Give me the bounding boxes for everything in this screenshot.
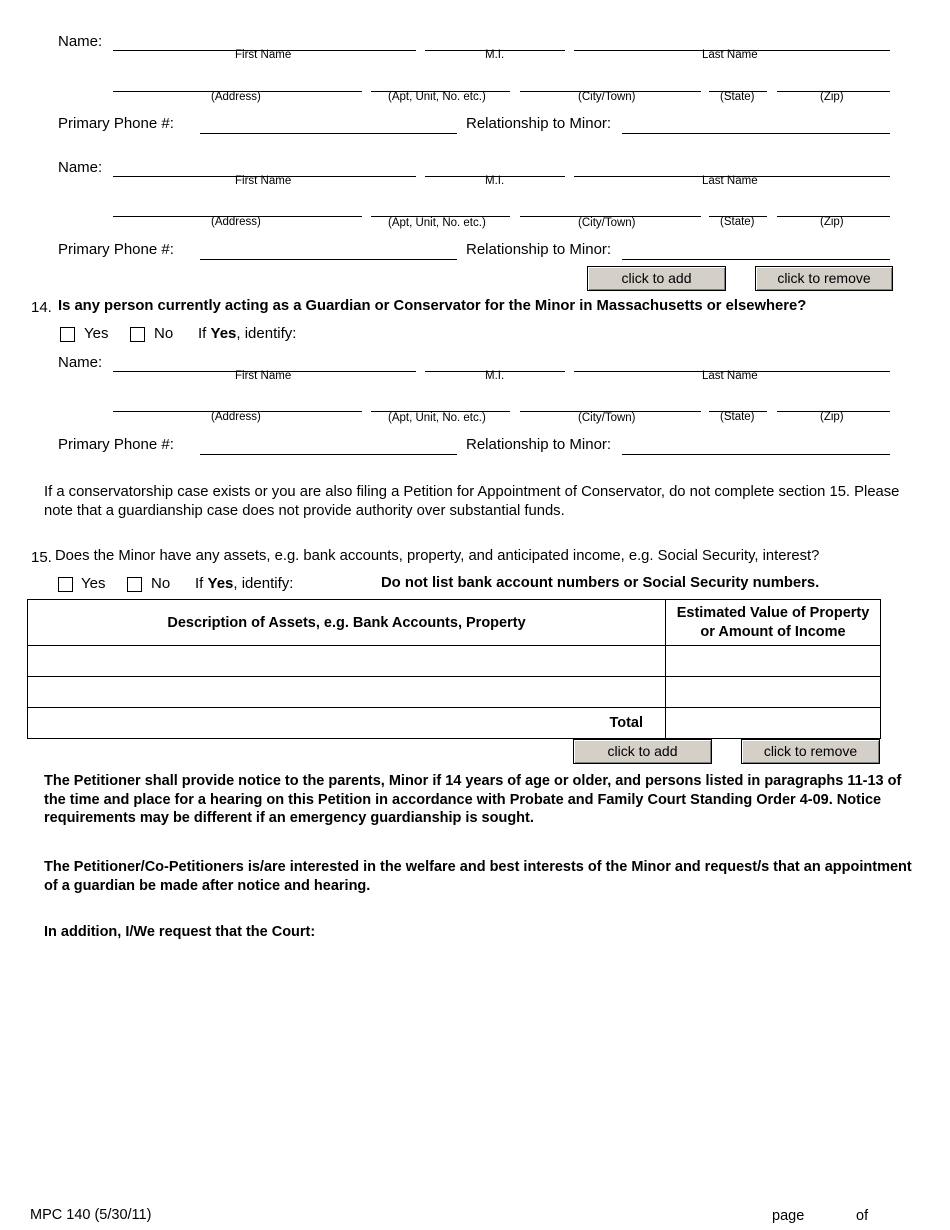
city-caption: (City/Town) — [578, 91, 636, 103]
asset-value-cell[interactable] — [666, 646, 881, 677]
page-label: page — [772, 1208, 805, 1224]
zip-caption: (Zip) — [820, 91, 844, 103]
q14-no-label: No — [154, 325, 174, 342]
notice-paragraph: The Petitioner shall provide notice to the parents, Minor if 14 years of age or older, and persons listed in paragraphs 11-13 of the time and place for a hearing on this Petition in accordance with Probate and Family Court Standing Order 4-09. Notice requirements may be different if an emergency guardianship is sought. — [44, 773, 902, 826]
q15-warning: Do not list bank account numbers or Social Security numbers. — [381, 575, 820, 591]
mi-caption: M.I. — [485, 370, 505, 382]
phone-label: Primary Phone #: — [58, 115, 174, 132]
form-id: MPC 140 (5/30/11) — [30, 1207, 152, 1223]
asset-description-cell[interactable] — [28, 646, 666, 677]
description-column-header: Description of Assets, e.g. Bank Accounts, Property — [28, 600, 666, 646]
q14-question: Is any person currently acting as a Guardian or Conservator for the Minor in Massachusetts or elsewhere? — [58, 298, 807, 314]
q14-yes-label: Yes — [84, 325, 109, 342]
q15-identify-text: If Yes, identify: — [195, 575, 294, 592]
total-label: Total — [28, 708, 666, 739]
q15-question: Does the Minor have any assets, e.g. bank accounts, property, and anticipated income, e.g. Social Security, interest? — [55, 548, 820, 564]
q15-number: 15. — [31, 549, 52, 566]
apt-caption: (Apt, Unit, No. etc.) — [388, 217, 486, 229]
relationship-field[interactable] — [622, 454, 890, 455]
q15-no-checkbox[interactable] — [127, 577, 142, 592]
zip-caption: (Zip) — [820, 216, 844, 228]
q14-number: 14. — [31, 299, 52, 316]
address-caption: (Address) — [211, 216, 261, 228]
mi-caption: M.I. — [485, 49, 505, 61]
total-value-cell[interactable] — [666, 708, 881, 739]
city-caption: (City/Town) — [578, 412, 636, 424]
apt-caption: (Apt, Unit, No. etc.) — [388, 412, 486, 424]
city-caption: (City/Town) — [578, 217, 636, 229]
phone-field[interactable] — [200, 259, 457, 260]
q14-no-checkbox[interactable] — [130, 327, 145, 342]
relationship-field[interactable] — [622, 259, 890, 260]
table-row — [28, 646, 881, 677]
total-row — [28, 708, 881, 739]
request-paragraph: The Petitioner/Co-Petitioners is/are interested in the welfare and best interests of the Minor and request/s that an appointment of a guardian be made after notice and hearing. — [44, 859, 912, 894]
phone-field[interactable] — [200, 454, 457, 455]
conservator-note: If a conservatorship case exists or you are also filing a Petition for Appointment of Conservator, do not complete section 15. Please note that a guardianship case does not provide authority over substantial funds. — [44, 484, 900, 519]
relationship-label: Relationship to Minor: — [466, 115, 612, 132]
state-caption: (State) — [720, 411, 755, 423]
remove-asset-button[interactable]: click to remove — [741, 739, 880, 764]
state-caption: (State) — [720, 216, 755, 228]
phone-label: Primary Phone #: — [58, 436, 174, 453]
mi-caption: M.I. — [485, 175, 505, 187]
relationship-label: Relationship to Minor: — [466, 241, 612, 258]
add-asset-button[interactable]: click to add — [573, 739, 712, 764]
relationship-label: Relationship to Minor: — [466, 436, 612, 453]
address-caption: (Address) — [211, 411, 261, 423]
q15-yes-checkbox[interactable] — [58, 577, 73, 592]
q15-no-label: No — [151, 575, 171, 592]
last-name-caption: Last Name — [702, 49, 758, 61]
q14-identify-text: If Yes, identify: — [198, 325, 297, 342]
remove-person-button[interactable]: click to remove — [755, 266, 893, 291]
relationship-field[interactable] — [622, 133, 890, 134]
asset-description-cell[interactable] — [28, 677, 666, 708]
asset-value-cell[interactable] — [666, 677, 881, 708]
apt-caption: (Apt, Unit, No. etc.) — [388, 91, 486, 103]
q15-yes-label: Yes — [81, 575, 106, 592]
add-person-button[interactable]: click to add — [587, 266, 726, 291]
last-name-caption: Last Name — [702, 175, 758, 187]
zip-caption: (Zip) — [820, 411, 844, 423]
address-caption: (Address) — [211, 91, 261, 103]
name-label: Name: — [58, 159, 103, 176]
last-name-caption: Last Name — [702, 370, 758, 382]
phone-field[interactable] — [200, 133, 457, 134]
assets-table — [27, 599, 881, 739]
table-row — [28, 677, 881, 708]
name-label: Name: — [58, 354, 103, 371]
q14-yes-checkbox[interactable] — [60, 327, 75, 342]
phone-label: Primary Phone #: — [58, 241, 174, 258]
addition-line: In addition, I/We request that the Court: — [44, 924, 316, 940]
first-name-caption: First Name — [235, 49, 292, 61]
first-name-caption: First Name — [235, 370, 292, 382]
first-name-caption: First Name — [235, 175, 292, 187]
name-label: Name: — [58, 33, 103, 50]
of-label: of — [856, 1208, 869, 1224]
state-caption: (State) — [720, 91, 755, 103]
value-column-header: Estimated Value of Property or Amount of Income — [666, 600, 881, 646]
